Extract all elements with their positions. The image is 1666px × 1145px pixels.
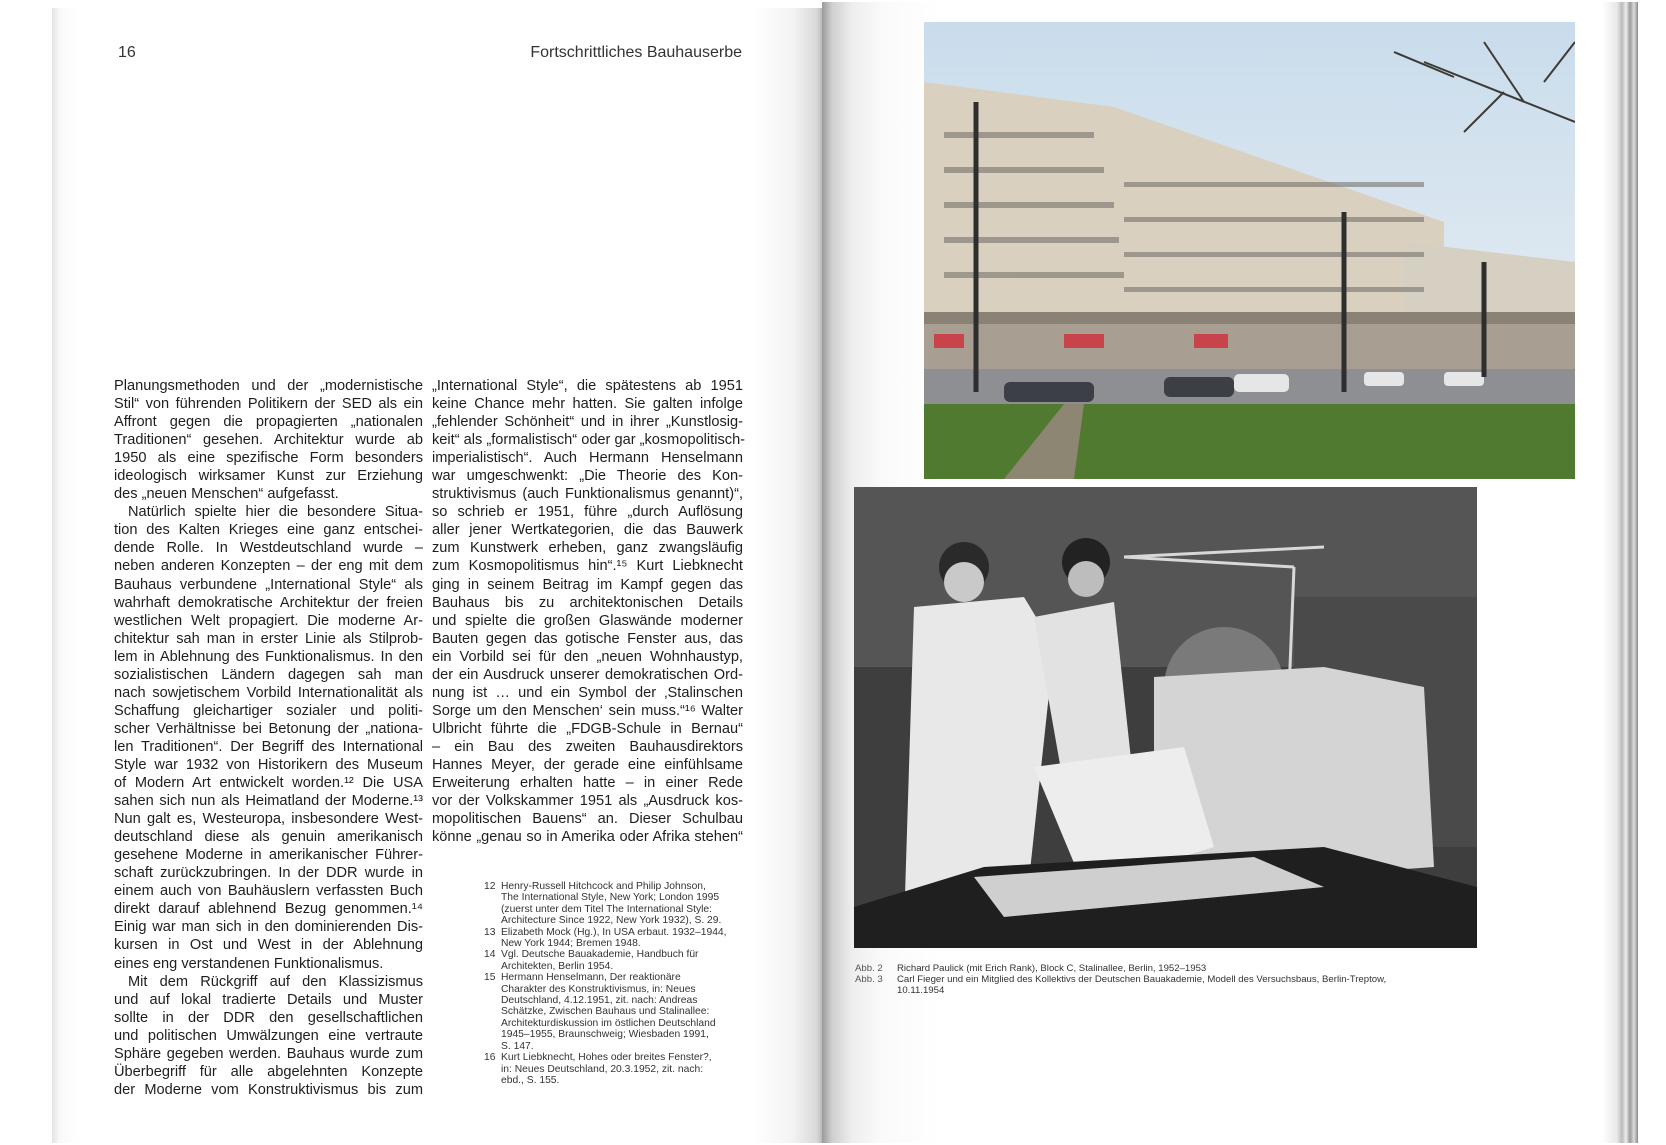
text-line: und politischen Umwälzungen eine vertraute [114,1027,423,1044]
footnote-line: ebd., S. 155. [501,1074,560,1086]
text-line: kursen in Ost und West in der Ablehnung [114,937,423,954]
text-line: westlichen Welt propagiert. Die moderne Ar- [114,612,423,629]
text-line: Planungsmethoden und der „modernistische [114,378,423,394]
text-line: gesehene Moderne in amerikanischer Führer- [114,847,423,864]
footnote-line: Charakter des Konstruktivismus, in: Neues [501,983,696,995]
text-line: sahen sich nun als Heimatland der Moderne.¹³ [114,793,423,810]
text-line: Bauten gegen das gotische Fenster aus, das [432,630,743,647]
photo-stalinallee-block-c [924,22,1575,479]
footnote-number: 14 [484,949,496,961]
footnote-number: 16 [484,1052,496,1064]
text-line: vor der Volkskammer 1951 als „Ausdruck kos- [432,793,743,810]
footnote-line: S. 147. [501,1040,534,1052]
text-line: Stil“ von führenden Politikern der SED als ein [114,396,423,413]
text-line: Traditionen“ gesehen. Architektur wurde ab [114,432,423,449]
footnote-number: 13 [484,926,496,938]
footnote-number: 12 [484,881,496,892]
text-line: des „neuen Menschen“ aufgefasst. [114,486,339,503]
text-line: keine Chance mehr hatten. Sie galten infolge [432,396,743,413]
footnote-line: New York 1944; Bremen 1948. [501,938,641,950]
text-line: direkt darauf ablehnend Bezug genommen.¹⁴ [114,901,423,918]
text-line: ideologisch wirksamer Kunst zur Erziehung [114,468,423,485]
text-line: Affront gegen die propagierten „nationalen [114,414,423,431]
text-line: lem in Ablehnung des Funktionalismus. In den [114,648,423,665]
figure-captions [855,963,1386,996]
text-line: ein Vorbild sei für den „neuen Wohnhaustyp, [432,648,743,665]
footnote-line: Henry-Russell Hitchcock and Philip Johnson, [501,881,706,892]
text-line: Schaffung gleichartiger sozialer und politi- [114,702,423,719]
caption-line: Richard Paulick (mit Erich Rank), Block C, Stalinallee, Berlin, 1952–1953 [897,963,1207,974]
text-line: deutschland diese als genuin amerikanisch [114,829,423,846]
text-line: chitektur sah man in erster Linie als Stilprob- [114,630,423,647]
footnote [484,972,746,1052]
caption [855,974,1386,996]
text-line: Style war 1932 von Historikern des Museum [114,756,423,773]
text-line: Ulbricht führte die „FDGB-Schule in Bernau“ [432,720,743,737]
text-line: schaft zurückzubringen. In der DDR wurde in [114,865,423,882]
text-line: of Modern Art entwickelt worden.¹² Die USA [114,775,423,792]
footnote [484,927,746,950]
caption-line: 10.11.1954 [897,985,945,996]
text-line: der Moderne vom Konstruktivismus bis zum [114,1081,423,1098]
text-line: zum Kosmopolitismus hin“.¹⁵ Kurt Liebknecht [432,558,743,575]
text-line: len Traditionen“. Der Begriff des International [114,738,423,755]
text-line: Sphäre gegeben werden. Bauhaus wurde zum [114,1045,423,1062]
text-line: so schrieb er 1951, führe „durch Auflösung [432,504,743,521]
text-line: zum Kunstwerk erheben, ganz zwangsläufig [432,540,743,557]
text-line: ging in seinem Beitrag im Kampf gegen das [432,576,743,593]
text-line: und auf lokal tradierte Details und Muster [114,991,423,1008]
page-number: 16 [118,44,136,61]
footnotes [484,881,746,1086]
footnote [484,949,746,972]
footnote-line: Architekturdiskussion im östlichen Deutschland [501,1017,716,1029]
text-column-1 [114,377,423,1099]
text-line: imperialistisch“. Auch Hermann Henselmann [432,450,743,467]
text-line: Mit dem Rückgriff auf den Klassizismus [128,973,423,990]
footnote-line: The International Style, New York; London 1995 [501,892,720,904]
text-line: keit“ als „formalistisch“ oder gar „kosmopolitisch- [432,432,746,449]
text-line: Nun galt es, Westeuropa, insbesondere West- [114,811,423,828]
footnote-line: Schätzke, Zwischen Bauhaus und Stalinallee: [501,1006,710,1018]
text-line: sollte in der DDR den gesellschaftlichen [114,1009,423,1026]
text-line: Erweiterung erhalten hatte – in einer Rede [432,775,743,792]
text-line: sozialistischen Ländern dagegen sah man [114,666,423,683]
footnote-line: (zuerst unter dem Titel The International Style: [501,903,713,915]
running-title: Fortschrittliches Bauhauserbe [530,44,742,61]
text-line: struktivismus (auch Funktionalismus genannt)“, [432,486,743,503]
footnote-number: 15 [484,972,496,984]
text-line: „International Style“, die spätestens ab 1951 [432,378,743,394]
text-line: nung ist … und ein Symbol der ‚Stalinschen [432,684,743,701]
text-column-2 [432,377,746,846]
text-line: scher Verhältnisse bei Betonung der „nationa- [114,720,423,737]
text-line: neben anderen Konzepten – der eng mit dem [114,558,423,575]
text-line: tion des Kalten Krieges eine ganz entschei- [114,522,423,539]
text-line: nach sowjetischem Vorbild Internationalität als [114,684,423,701]
text-line: Hannes Meyer, der gerade eine einfühlsame [432,756,743,773]
text-line: wahrhaft demokratische Architektur der freien [114,594,423,611]
text-line: Natürlich spielte hier die besondere Situa- [128,504,423,521]
caption [855,963,1386,974]
photo-model-versuchsbau [854,487,1477,948]
text-line: und spielte die großen Glaswände moderner [432,612,743,629]
text-line: dende Rolle. In Westdeutschland wurde – [114,540,423,557]
footnote-line: Hermann Henselmann, Der reaktionäre [501,972,681,984]
text-line: Bauhaus bis zu architektonischen Details [432,594,743,611]
text-line: Einig war man sich in den dominierenden Dis- [114,919,423,936]
footnote-line: Architecture Since 1922, New York 1932), S. 29. [501,915,722,927]
footnote-line: in: Neues Deutschland, 20.3.1952, zit. nach: [501,1063,704,1075]
text-line: „fehlender Schönheit“ und in ihrer „Kunstlosig- [432,414,743,431]
text-line: aller jener Wertkategorien, die das Bauwerk [432,522,743,539]
text-line: war umgeschwenkt: „Die Theorie des Kon- [432,468,743,485]
text-line: – ein Bau des zweiten Bauhausdirektors [432,738,743,755]
caption-label: Abb. 3 [855,974,883,985]
text-line: 1950 als eine spezifische Form besonders [114,450,423,467]
text-line: Überbegriff für alle abgelehnten Konzepte [114,1063,423,1080]
footnote-line: Elizabeth Mock (Hg.), In USA erbaut. 1932–1944, [501,926,727,938]
footnote-line: Deutschland, 4.12.1951, zit. nach: Andreas [501,995,698,1007]
footnote [484,881,746,927]
text-line: könne „genau so in Amerika oder Afrika stehen“ [432,829,743,846]
text-line: Bauhaus verbundene „International Style“ als [114,576,423,593]
caption-line: Carl Fieger und ein Mitglied des Kollektivs der Deutschen Bauakademie, Modell des Versuchsbaus, Berlin-Treptow, [897,974,1387,985]
caption-label: Abb. 2 [855,963,883,974]
text-line: mopolitischen Bauens“ an. Dieser Schulbau [432,811,743,828]
text-line: einem auch von Bauhäuslern verfassten Buch [114,883,423,900]
footnote-line: 1945–1955, Braunschweig; Wiesbaden 1991, [501,1029,709,1041]
footnote-line: Vgl. Deutsche Bauakademie, Handbuch für [501,949,699,961]
footnote-line: Kurt Liebknecht, Hohes oder breites Fenster?, [501,1052,712,1064]
text-line: der ein Ausdruck unserer demokratischen Ord- [432,666,743,683]
footnote [484,1052,746,1086]
text-line: Sorge um den Menschen‘ sein muss.“¹⁶ Walter [432,702,743,719]
text-line: eines eng verstandenen Funktionalismus. [114,955,384,972]
footnote-line: Architekten, Berlin 1954. [501,960,614,972]
